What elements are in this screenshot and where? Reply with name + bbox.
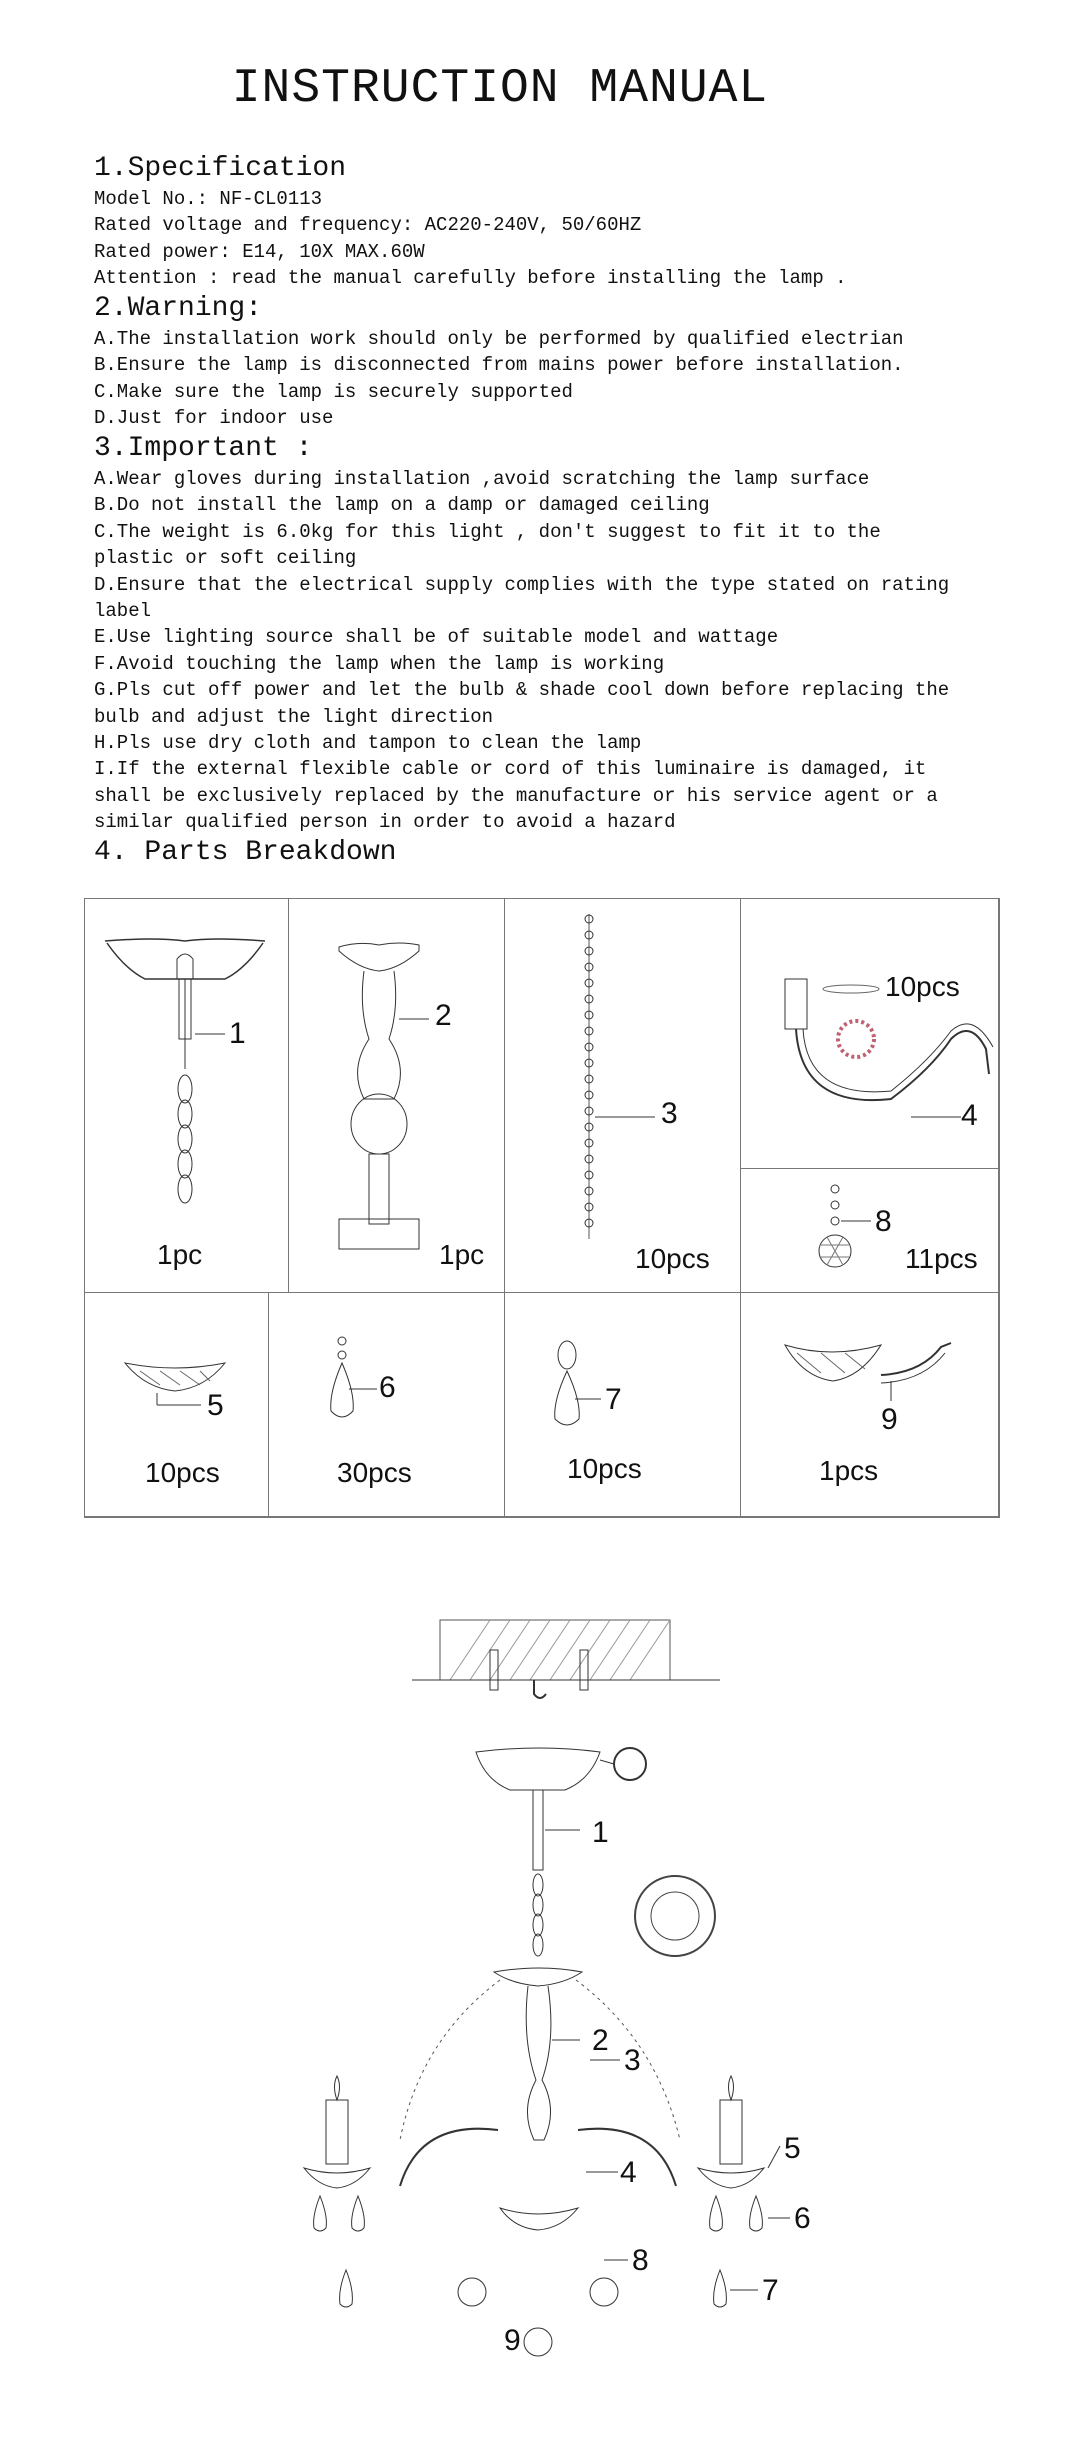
assembly-label: 3 — [624, 2044, 641, 2077]
important-line: B.Do not install the lamp on a damp or damaged ceiling — [94, 494, 710, 517]
part-number: 1 — [229, 1017, 246, 1050]
assembly-diagram — [300, 1620, 860, 2400]
part-number: 4 — [961, 1099, 978, 1132]
part-cell-1 — [85, 899, 289, 1293]
part-cell-2 — [289, 899, 505, 1293]
part-number: 6 — [379, 1371, 396, 1404]
specification-heading: 1.Specification — [94, 153, 347, 184]
assembly-label: 9 — [504, 2324, 521, 2357]
warning-line: B.Ensure the lamp is disconnected from mains power before installation. — [94, 354, 904, 377]
part-quantity: 1pcs — [819, 1455, 879, 1486]
important-line: G.Pls cut off power and let the bulb & shade cool down before replacing the — [94, 679, 950, 702]
warning-line: A.The installation work should only be performed by qualified electrian — [94, 328, 904, 350]
assembly-label: 1 — [592, 1816, 609, 1849]
important-line: C.The weight is 6.0kg for this light , don't suggest to fit it to the — [94, 520, 881, 543]
parts-heading: 4. Parts Breakdown — [94, 837, 397, 868]
part-cell-7 — [505, 1293, 741, 1517]
important-section — [94, 432, 994, 836]
important-line: bulb and adjust the light direction — [94, 705, 494, 728]
warning-heading: 2.Warning: — [94, 293, 263, 324]
spec-line: Attention : read the manual carefully before installing the lamp . — [94, 267, 847, 290]
spec-line: Rated voltage and frequency: AC220-240V, 50/60HZ — [94, 214, 642, 237]
important-line: similar qualified person in order to avoid a hazard — [94, 811, 676, 834]
part-quantity: 10pcs — [145, 1457, 220, 1488]
part-number: 9 — [881, 1403, 898, 1436]
ceiling-canopy-chain-icon — [85, 899, 289, 1293]
part-cell-4 — [741, 899, 999, 1169]
part-quantity: 10pcs — [567, 1453, 642, 1484]
part-number: 3 — [661, 1097, 678, 1130]
part-cell-3 — [505, 899, 741, 1293]
assembly-label: 4 — [620, 2156, 637, 2189]
important-line: D.Ensure that the electrical supply complies with the type stated on rating — [94, 573, 950, 596]
assembly-label: 6 — [794, 2202, 811, 2235]
important-line: label — [94, 600, 152, 623]
part-cell-8 — [741, 1169, 999, 1293]
part-cell-9 — [741, 1293, 999, 1517]
part-quantity: 10pcs — [635, 1243, 710, 1274]
warning-section — [94, 292, 994, 432]
part-number: 8 — [875, 1205, 892, 1238]
important-line: shall be exclusively replaced by the manufacture or his service agent or a — [94, 784, 938, 807]
part-cell-6 — [269, 1293, 505, 1517]
assembly-label: 5 — [784, 2132, 801, 2165]
part-quantity: 10pcs — [885, 971, 960, 1002]
part-cell-5 — [85, 1293, 269, 1517]
part-quantity: 11pcs — [905, 1243, 978, 1274]
part-number: 2 — [435, 999, 452, 1032]
center-column-icon — [289, 899, 505, 1293]
assembly-label: 7 — [762, 2274, 779, 2307]
parts-section — [94, 836, 994, 870]
spec-line: Rated power: E14, 10X MAX.60W — [94, 240, 425, 263]
warning-line: D.Just for indoor use — [94, 407, 334, 430]
page-title: INSTRUCTION MANUAL — [231, 62, 769, 116]
important-line: H.Pls use dry cloth and tampon to clean the lamp — [94, 732, 642, 755]
part-quantity: 30pcs — [337, 1457, 412, 1488]
part-number: 5 — [207, 1389, 224, 1422]
spec-line: Model No.: NF-CL0113 — [94, 188, 323, 210]
important-line: F.Avoid touching the lamp when the lamp is working — [94, 652, 665, 675]
important-line: plastic or soft ceiling — [94, 547, 357, 570]
assembly-label: 2 — [592, 2024, 609, 2057]
specification-section — [94, 152, 994, 292]
assembly-label: 8 — [632, 2244, 649, 2277]
important-line: A.Wear gloves during installation ,avoid scratching the lamp surface — [94, 468, 870, 490]
important-line: I.If the external flexible cable or cord of this luminaire is damaged, it — [94, 758, 927, 781]
warning-line: C.Make sure the lamp is securely supported — [94, 380, 573, 403]
bead-chain-icon — [505, 899, 741, 1293]
part-quantity: 1pc — [157, 1239, 203, 1270]
important-line: E.Use lighting source shall be of suitable model and wattage — [94, 626, 779, 649]
important-heading: 3.Important : — [94, 433, 313, 464]
part-number: 7 — [605, 1383, 622, 1416]
part-quantity: 1pc — [439, 1239, 485, 1270]
parts-table — [84, 898, 1000, 1518]
